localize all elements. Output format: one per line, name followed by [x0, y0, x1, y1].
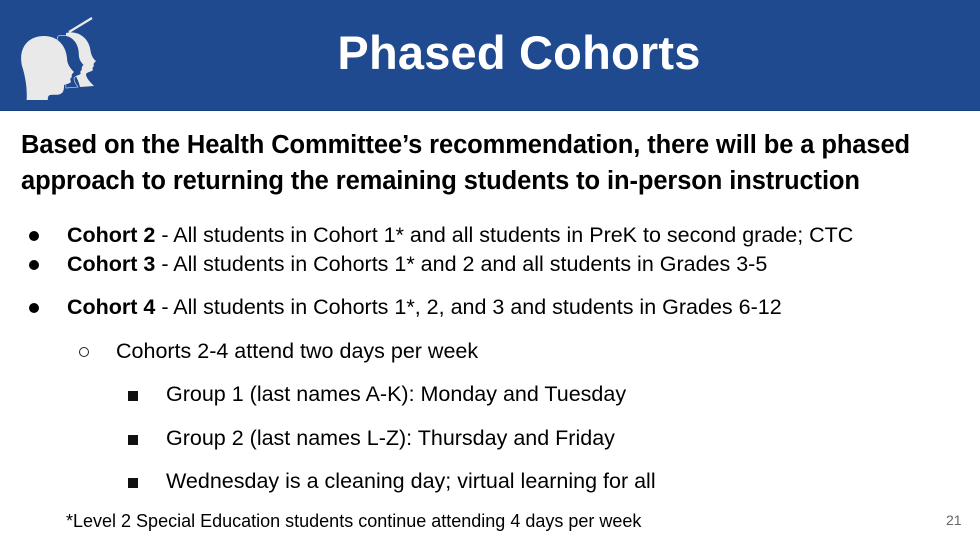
bullet-dot-icon	[29, 231, 39, 241]
cohort-label: Cohort 2	[67, 223, 156, 247]
intro-heading: Based on the Health Committee’s recommendation, there will be a phased approach to returning the remaining students to in-person instruction	[21, 131, 911, 195]
bullet-square-icon	[128, 478, 138, 488]
bullet-square-icon	[128, 391, 138, 401]
sub-sub-bullet-text: Group 2 (last names L-Z): Thursday and Friday	[166, 426, 615, 450]
sub-sub-bullet-text: Wednesday is a cleaning day; virtual learning for all	[166, 469, 656, 493]
bullet-dot-icon	[29, 260, 39, 270]
footnote: *Level 2 Special Education students continue attending 4 days per week	[66, 511, 642, 531]
cohort-label: Cohort 3	[67, 252, 156, 276]
cohort-description: - All students in Cohorts 1* and 2 and all students in Grades 3-5	[155, 252, 768, 276]
bullet-dot-icon	[29, 303, 39, 313]
page-number: 21	[946, 512, 962, 528]
sub-bullet-text: Cohorts 2-4 attend two days per week	[116, 339, 479, 363]
sub-sub-bullet-text: Group 1 (last names A-K): Monday and Tuesday	[166, 382, 627, 406]
bullet-circle-icon	[79, 347, 89, 357]
header-banner	[0, 0, 980, 111]
cohort-label: Cohort 4	[67, 295, 156, 319]
bullet-square-icon	[128, 435, 138, 445]
slide-title: Phased Cohorts	[337, 26, 701, 79]
cohort-description: - All students in Cohorts 1*, 2, and 3 and students in Grades 6-12	[155, 295, 782, 319]
cohort-description: - All students in Cohort 1* and all students in PreK to second grade; CTC	[155, 223, 854, 247]
